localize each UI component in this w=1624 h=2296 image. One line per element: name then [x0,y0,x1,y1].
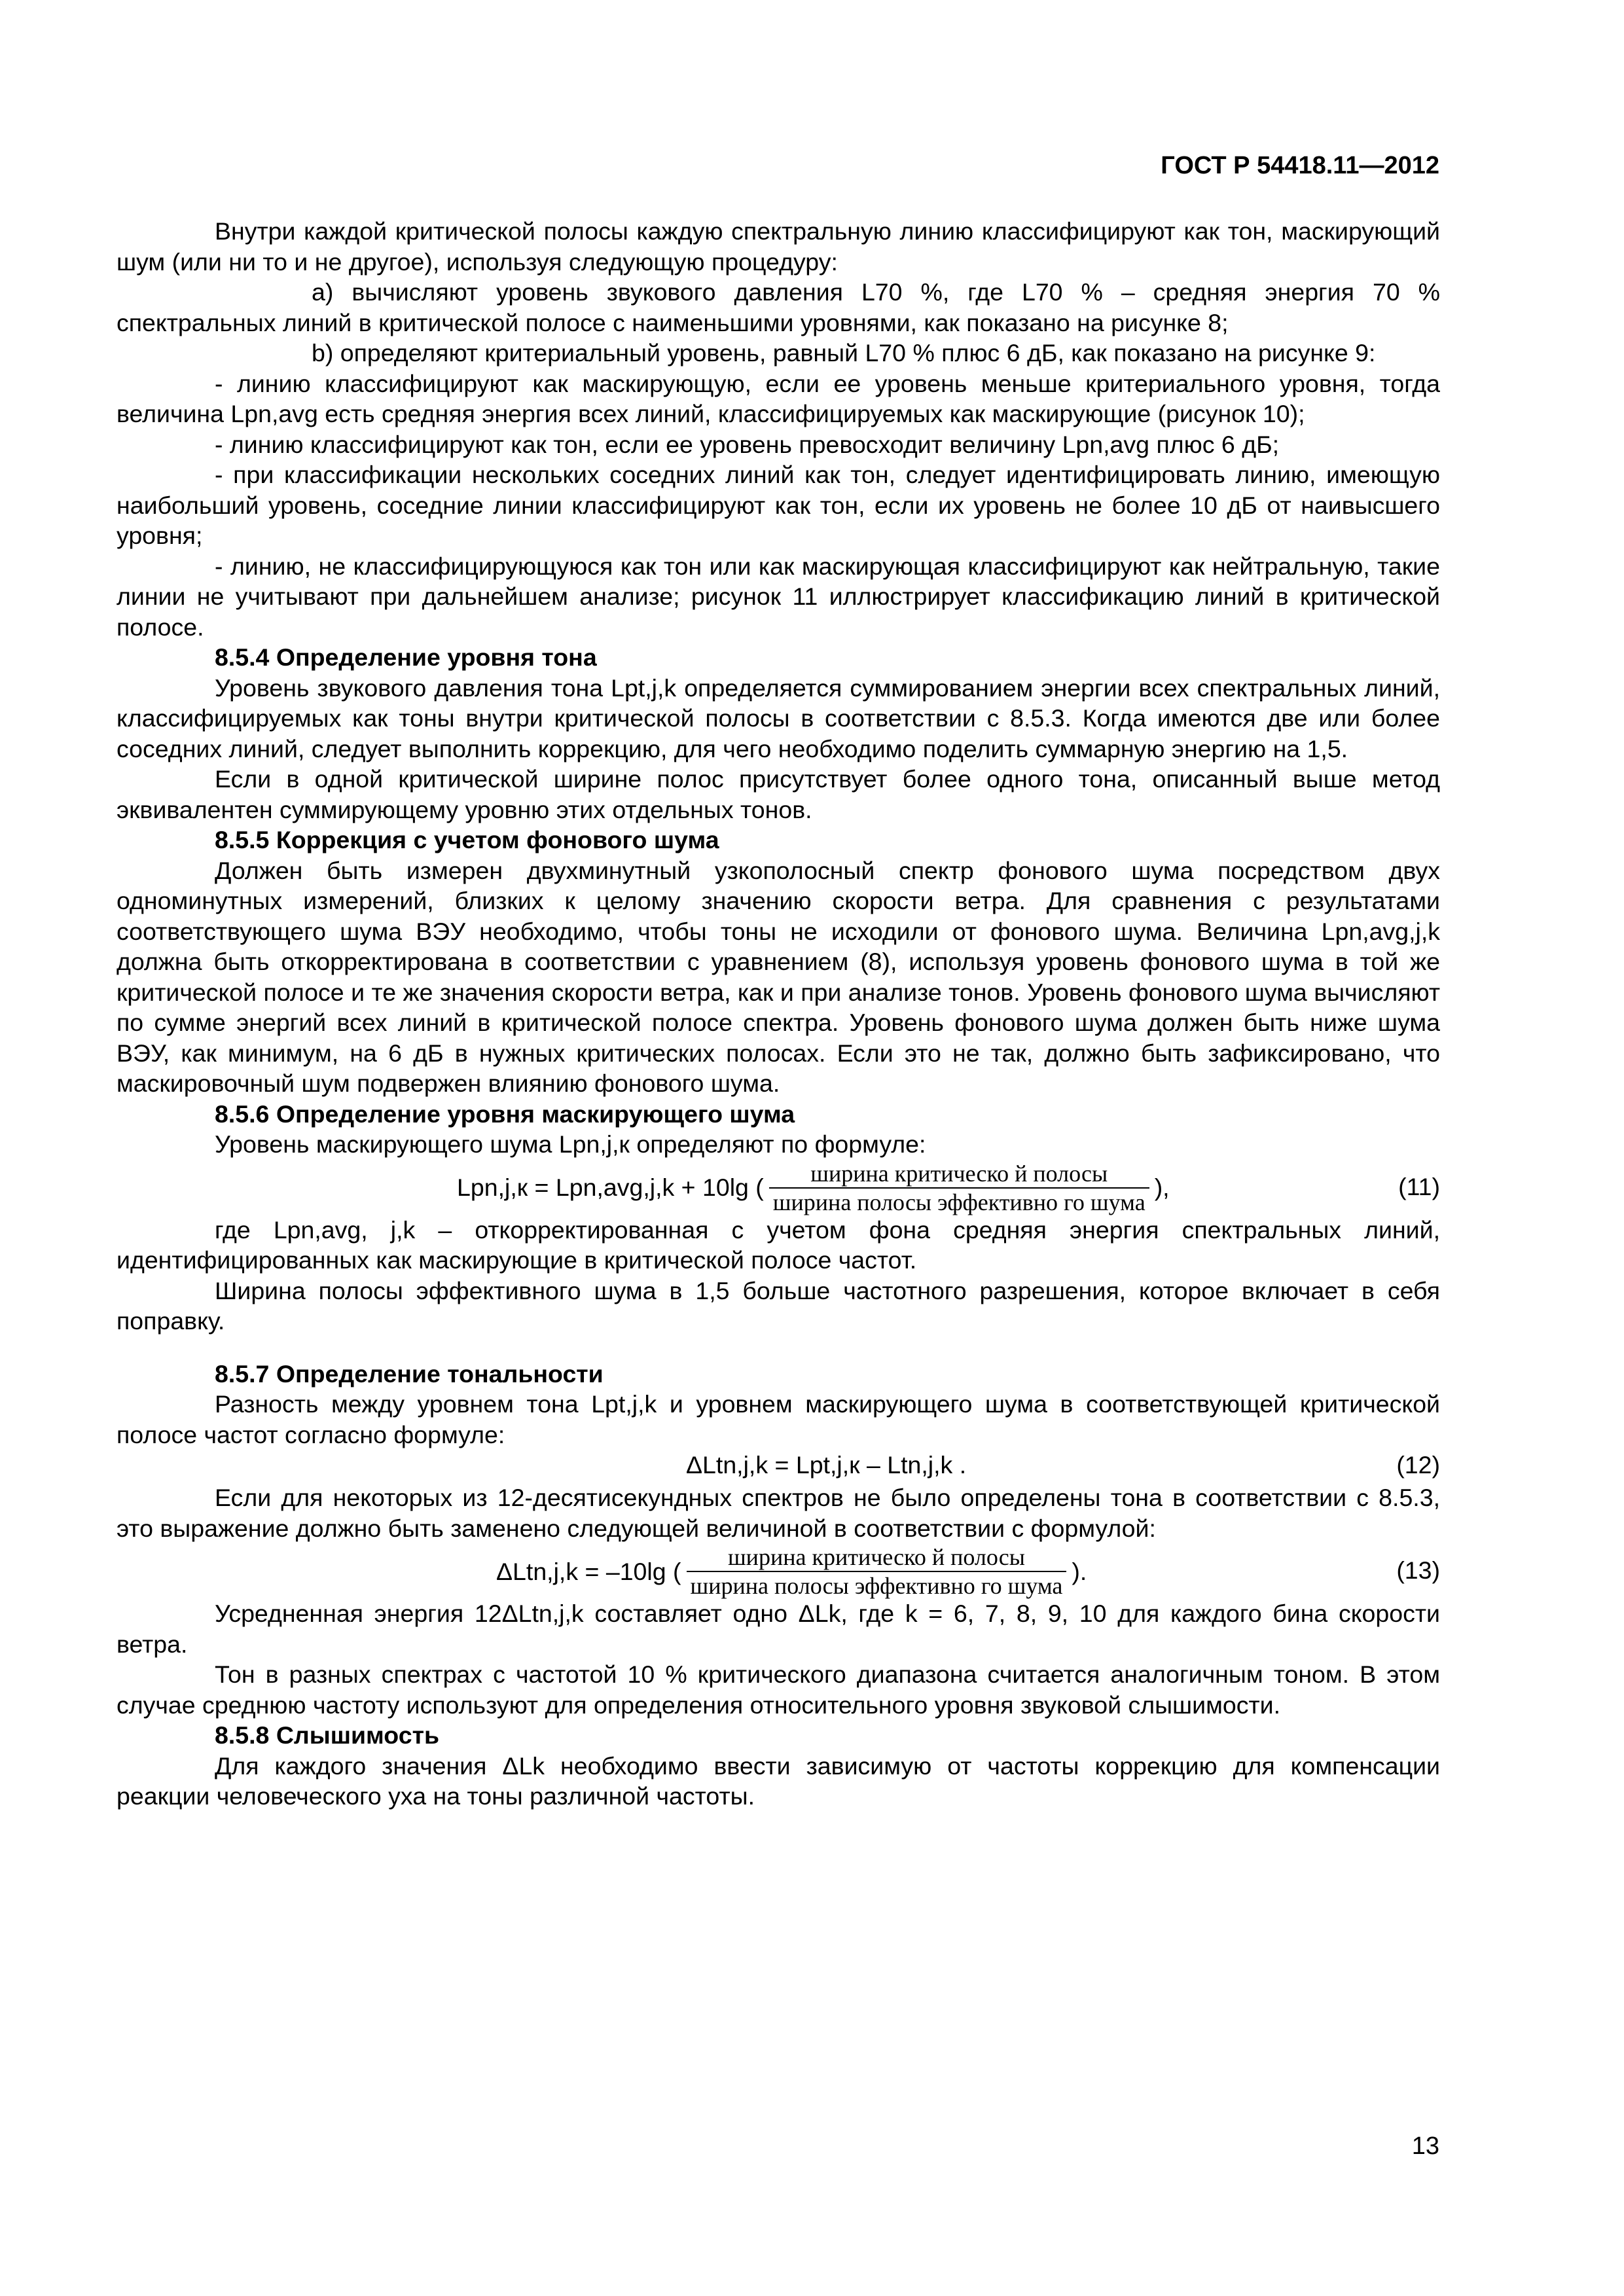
formula-tail: ), [1154,1174,1170,1202]
paragraph: где Lpn,avg, j,k – откорректированная с учетом фона средняя энергия спектральных линий, идентифицированных как маскирующие в критической полосе частот. [117,1215,1440,1274]
formula-number: (12) [1396,1451,1440,1479]
formula-13 [117,1543,1440,1598]
fraction-numerator: ширина критическо й полосы [727,1544,1025,1570]
paragraph: - линию классифицируют как маскирующую, если ее уровень меньше критериального уровня, тогда величина Lpn,avg есть средняя энергия всех линий, классифицируемых как маскирующие (рисунок 10); [117,369,1440,427]
fraction [769,1160,1149,1216]
formula-number: (11) [1398,1172,1440,1200]
paragraph: Тон в разных спектрах с частотой 10 % критического диапазона считается аналогичным тоном. В этом случае среднюю частоту используют для определения относительного уровня звуковой слышимости. [117,1660,1440,1719]
paragraph: Усредненная энергия 12ΔLtn,j,k составляет одно ΔLk, где k = 6, 7, 8, 9, 10 для каждого бина скорости ветра. [117,1600,1440,1658]
page-body [117,216,1440,1812]
section-heading: 8.5.6 Определение уровня маскирующего шума [215,1100,795,1128]
formula-11 [117,1160,1440,1215]
paragraph: - линию, не классифицирующуюся как тон или как маскирующая классифицируют как нейтральную, такие линии не учитывают при дальнейшем анализе; рисунок 11 иллюстрирует классификацию линий в критической полосе. [117,552,1440,641]
formula-number: (13) [1396,1556,1440,1584]
fraction-numerator: ширина критическо й полосы [810,1160,1108,1187]
paragraph: Должен быть измерен двухминутный узкополосный спектр фонового шума посредством двух одноминутных измерений, близких к целому значению скорости ветра. Для сравнения с результатами соответствующего шума ВЭУ необходимо, чтобы тоны не исходили от фонового шума. Величина Lpn,avg,j,k должна быть откорректирована в соответствии с уравнением (8), используя уровень фонового шума в той же критической полосе и те же значения скорости ветра, как и при анализе тонов. Уровень фонового шума вычисляют по сумме энергий всех линий в критической полосе спектра. Уровень фонового шума должен быть ниже шума ВЭУ, как минимум, на 6 дБ в нужных критических полосах. Если это не так, должно быть зафиксировано, что маскировочный шум подвержен влиянию фонового шума. [117,856,1440,1097]
paragraph: Если в одной критической ширине полос присутствует более одного тона, описанный выше метод эквивалентен суммирующему уровню этих отдельных тонов. [117,765,1440,823]
paragraph: - линию классифицируют как тон, если ее уровень превосходит величину Lpn,avg плюс 6 дБ; [215,430,1280,458]
paragraph: b) определяют критериальный уровень, равный L70 % плюс 6 дБ, как показано на рисунке 9: [312,339,1376,367]
formula-lhs: ΔLtn,j,k = –10lg ( [496,1557,681,1585]
formula-12 [117,1450,1440,1482]
formula-tail: ). [1072,1557,1087,1585]
fraction-denominator: ширина полосы эффективно го шума [769,1187,1149,1216]
paragraph: Ширина полосы эффективного шума в 1,5 больше частотного разрешения, которое включает в себя поправку. [117,1276,1440,1335]
formula-text: ΔLtn,j,k = Lpt,j,к – Ltn,j,k . [686,1451,967,1479]
section-heading: 8.5.7 Определение тональности [215,1359,604,1388]
paragraph: Уровень маскирующего шума Lpn,j,к определяют по формуле: [215,1130,926,1158]
paragraph: Разность между уровнем тона Lpt,j,k и уровнем маскирующего шума в соответствующей критической полосе частот согласно формуле: [117,1390,1440,1448]
section-heading: 8.5.5 Коррекция с учетом фонового шума [215,826,719,853]
paragraph: Внутри каждой критической полосы каждую спектральную линию классифицируют как тон, маскирующий шум (или ни то и не другое), используя следующую процедуру: [117,217,1440,276]
fraction [687,1543,1067,1600]
paragraph: Уровень звукового давления тона Lpt,j,k определяется суммированием энергии всех спектральных линий, классифицируемых как тоны внутри критической полосы в соответствии с 8.5.3. Когда имеются две или более соседних линий, следует выполнить коррекцию, для чего необходимо поделить суммарную энергию на 1,5. [117,673,1440,762]
paragraph: Для каждого значения ΔLk необходимо ввести зависимую от частоты коррекцию для компенсации реакции человеческого уха на тоны различной частоты. [117,1751,1440,1810]
page-number: 13 [1411,2132,1439,2160]
document-header: ГОСТ Р 54418.11—2012 [1161,152,1439,179]
paragraph: Если для некоторых из 12-десятисекундных спектров не было определены тона в соответствии с 8.5.3, это выражение должно быть заменено следующей величиной в соответствии с формулой: [117,1484,1440,1542]
paragraph: а) вычисляют уровень звукового давления L70 %, где L70 % – средняя энергия 70 % спектральных линий в критической полосе с наименьшими уровнями, как показано на рисунке 8; [117,278,1440,336]
section-heading: 8.5.4 Определение уровня тона [215,643,597,671]
paragraph: - при классификации нескольких соседних линий как тон, следует идентифицировать линию, имеющую наибольший уровень, соседние линии классифицируют как тон, если их уровень не более 10 дБ от наивысшего уровня; [117,461,1440,549]
fraction-denominator: ширина полосы эффективно го шума [687,1571,1067,1600]
formula-lhs: Lpn,j,к = Lpn,avg,j,k + 10lg ( [457,1174,764,1202]
section-heading: 8.5.8 Слышимость [215,1721,439,1749]
